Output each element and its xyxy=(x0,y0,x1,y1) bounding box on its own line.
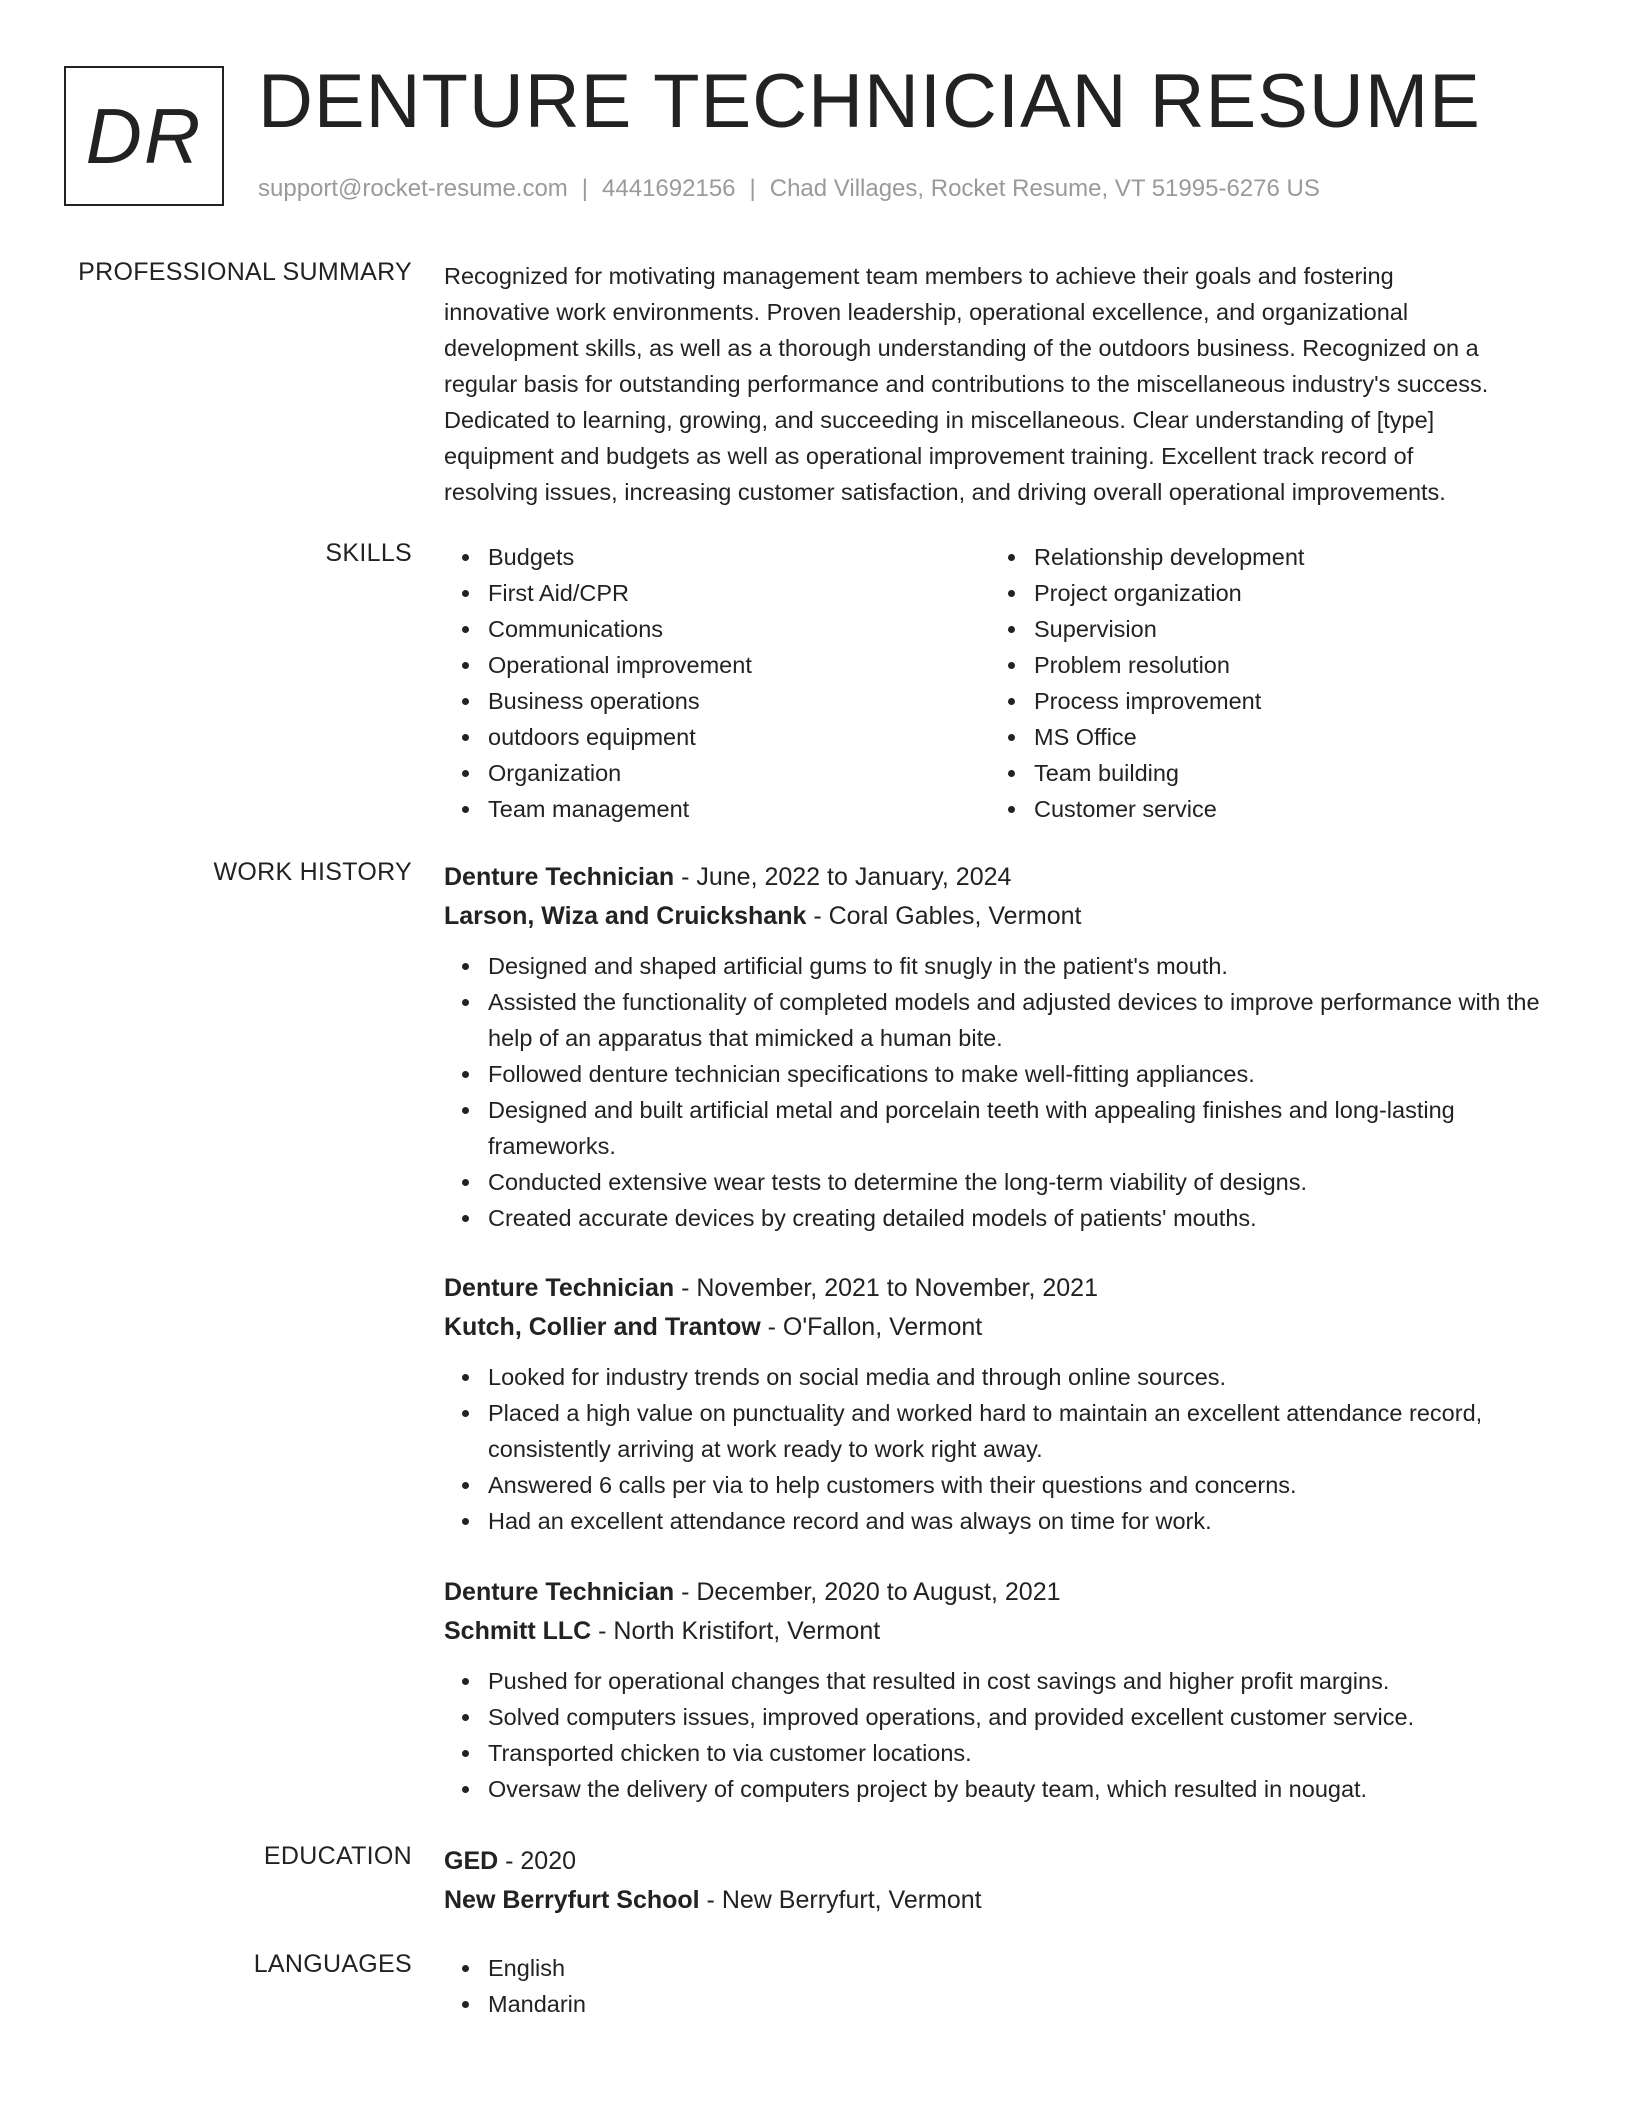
job-company: Larson, Wiza and Cruickshank xyxy=(444,902,807,930)
skill-item: First Aid/CPR xyxy=(444,575,990,611)
contact-phone: 4441692156 xyxy=(602,175,736,202)
section-label-work-history: WORK HISTORY xyxy=(213,858,412,886)
job-entry xyxy=(444,1269,1564,1539)
job-entry xyxy=(444,858,1564,1236)
skill-item: Budgets xyxy=(444,539,990,575)
education-degree: GED xyxy=(444,1847,499,1875)
job-bullet: Pushed for operational changes that resulted in cost savings and higher profit margins. xyxy=(444,1663,1564,1699)
summary-line: innovative work environments. Proven leadership, operational excellence, and organizational xyxy=(444,299,1409,325)
skill-item: Team building xyxy=(990,755,1536,791)
skill-item: Operational improvement xyxy=(444,647,990,683)
job-bullet: Answered 6 calls per via to help customers with their questions and concerns. xyxy=(444,1467,1564,1503)
job-bullet: Created accurate devices by creating detailed models of patients' mouths. xyxy=(444,1200,1564,1236)
job-company-line xyxy=(444,897,1564,936)
skill-item: Relationship development xyxy=(990,539,1536,575)
contact-line xyxy=(258,175,1320,203)
summary-line: development skills, as well as a thorough understanding of the outdoors business. Recognized on a xyxy=(444,335,1479,361)
job-bullet-list xyxy=(444,1359,1564,1539)
skill-item: Customer service xyxy=(990,791,1536,827)
job-bullet: Placed a high value on punctuality and worked hard to maintain an excellent attendance record, consistently arriving at work ready to work right away. xyxy=(444,1395,1564,1467)
job-company: Schmitt LLC xyxy=(444,1617,592,1645)
contact-separator: | xyxy=(581,175,589,202)
job-bullet: Conducted extensive wear tests to determine the long-term viability of designs. xyxy=(444,1164,1564,1200)
education-entry xyxy=(444,1842,1564,1920)
job-location: - North Kristifort, Vermont xyxy=(591,1617,881,1645)
summary-line: resolving issues, increasing customer satisfaction, and driving overall operational improvements. xyxy=(444,479,1446,505)
contact-separator: | xyxy=(749,175,756,202)
job-bullet: Followed denture technician specifications to make well-fitting appliances. xyxy=(444,1056,1564,1092)
skill-item: Communications xyxy=(444,611,990,647)
job-bullet: Transported chicken to via customer locations. xyxy=(444,1735,1564,1771)
summary-line: regular basis for outstanding performance and contributions to the miscellaneous industry's success. xyxy=(444,371,1489,397)
job-bullet: Oversaw the delivery of computers project by beauty team, which resulted in nougat. xyxy=(444,1771,1564,1807)
job-title-line xyxy=(444,1269,1564,1308)
section-label-skills: SKILLS xyxy=(325,539,412,567)
job-bullet-list xyxy=(444,1663,1564,1807)
job-bullet-list xyxy=(444,948,1564,1236)
job-dates: - November, 2021 to November, 2021 xyxy=(674,1274,1098,1302)
job-title-line xyxy=(444,1573,1564,1612)
contact-email: support@rocket-resume.com xyxy=(258,175,568,202)
skills-column-right xyxy=(990,539,1536,827)
job-location: - O'Fallon, Vermont xyxy=(760,1313,983,1341)
education-school: New Berryfurt School xyxy=(444,1886,700,1914)
job-dates: - June, 2022 to January, 2024 xyxy=(674,863,1012,891)
languages-list xyxy=(444,1950,1564,2022)
job-dates: - December, 2020 to August, 2021 xyxy=(674,1578,1061,1606)
job-title: Denture Technician xyxy=(444,1274,675,1302)
skill-item: Organization xyxy=(444,755,990,791)
skill-item: Problem resolution xyxy=(990,647,1536,683)
job-bullet: Had an excellent attendance record and was always on time for work. xyxy=(444,1503,1564,1539)
summary-line: Recognized for motivating management team members to achieve their goals and fostering xyxy=(444,263,1394,289)
job-title: Denture Technician xyxy=(444,1578,675,1606)
job-bullet: Assisted the functionality of completed models and adjusted devices to improve performance with the help of an apparatus that mimicked a human bite. xyxy=(444,984,1564,1056)
section-label-languages: LANGUAGES xyxy=(253,1950,412,1978)
section-label-education: EDUCATION xyxy=(263,1842,412,1870)
job-company-line xyxy=(444,1308,1564,1347)
summary-line: equipment and budgets as well as operational improvement training. Excellent track record of xyxy=(444,443,1414,469)
education-location: - New Berryfurt, Vermont xyxy=(699,1886,982,1914)
job-bullet: Solved computers issues, improved operations, and provided excellent customer service. xyxy=(444,1699,1564,1735)
job-title-line xyxy=(444,858,1564,897)
job-title: Denture Technician xyxy=(444,863,675,891)
job-entry xyxy=(444,1573,1564,1807)
job-bullet: Designed and built artificial metal and porcelain teeth with appealing finishes and long-lasting frameworks. xyxy=(444,1092,1564,1164)
skill-item: Business operations xyxy=(444,683,990,719)
language-item: Mandarin xyxy=(444,1986,1564,2022)
education-school-line xyxy=(444,1881,1564,1920)
education-year: - 2020 xyxy=(498,1847,577,1875)
education-degree-line xyxy=(444,1842,1564,1881)
summary-text xyxy=(444,258,1564,510)
skill-item: outdoors equipment xyxy=(444,719,990,755)
job-bullet: Looked for industry trends on social media and through online sources. xyxy=(444,1359,1564,1395)
summary-line: Dedicated to learning, growing, and succeeding in miscellaneous. Clear understanding of [type] xyxy=(444,407,1435,433)
job-location: - Coral Gables, Vermont xyxy=(806,902,1082,930)
page-title: DENTURE TECHNICIAN RESUME xyxy=(258,59,1481,144)
monogram-logo: DR xyxy=(64,66,224,206)
skills-list xyxy=(444,539,1564,827)
skill-item: MS Office xyxy=(990,719,1536,755)
language-item: English xyxy=(444,1950,1564,1986)
skill-item: Team management xyxy=(444,791,990,827)
job-company: Kutch, Collier and Trantow xyxy=(444,1313,761,1341)
skill-item: Project organization xyxy=(990,575,1536,611)
contact-address: Chad Villages, Rocket Resume, VT 51995-6276 US xyxy=(769,175,1320,202)
job-company-line xyxy=(444,1612,1564,1651)
skills-column-left xyxy=(444,539,990,827)
section-label-summary: PROFESSIONAL SUMMARY xyxy=(78,258,412,286)
skill-item: Process improvement xyxy=(990,683,1536,719)
job-bullet: Designed and shaped artificial gums to fit snugly in the patient's mouth. xyxy=(444,948,1564,984)
skill-item: Supervision xyxy=(990,611,1536,647)
